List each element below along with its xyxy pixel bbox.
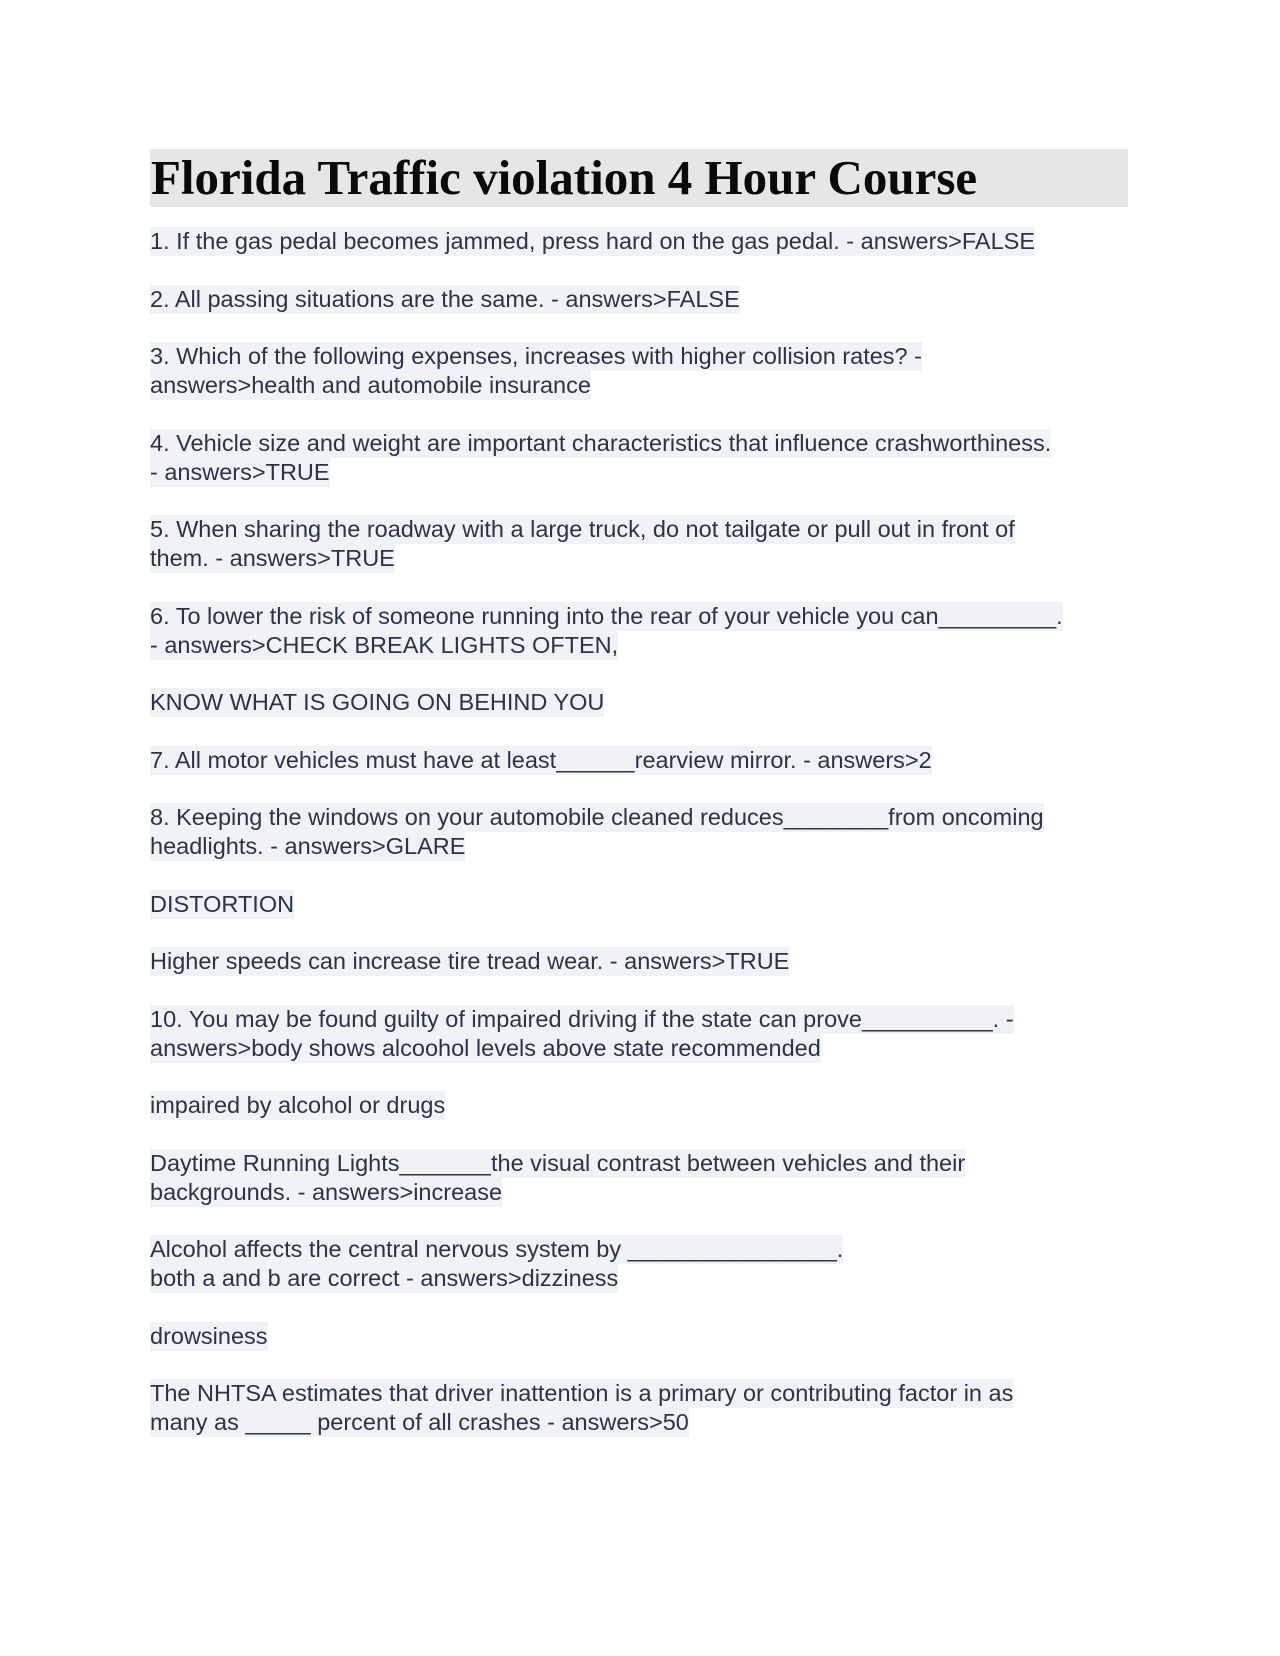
qa-item-1 xyxy=(150,227,1128,256)
qa-item-9 xyxy=(150,947,1128,976)
qa-line: 5. When sharing the roadway with a large truck, do not tailgate or pull out in front of xyxy=(150,516,1015,542)
qa-line: answers>body shows alcoohol levels above state recommended xyxy=(150,1034,821,1061)
qa-line: many as _____ percent of all crashes - answers>50 xyxy=(150,1409,689,1435)
qa-line: drowsiness xyxy=(150,1322,268,1349)
qa-line: 4. Vehicle size and weight are important characteristics that influence crashworthiness. xyxy=(150,429,1052,456)
qa-line: 2. All passing situations are the same. - answers>FALSE xyxy=(150,285,740,312)
qa-line: 10. You may be found guilty of impaired driving if the state can prove__________. - xyxy=(150,1005,1014,1032)
qa-item-2 xyxy=(150,285,1128,314)
qa-line: them. - answers>TRUE xyxy=(150,545,395,571)
qa-line: KNOW WHAT IS GOING ON BEHIND YOU xyxy=(150,689,605,715)
qa-item-12 xyxy=(150,1235,1128,1293)
qa-line: 3. Which of the following expenses, increases with higher collision rates? - xyxy=(150,343,922,369)
qa-line: Daytime Running Lights_______the visual contrast between vehicles and their xyxy=(150,1149,966,1176)
qa-line: 1. If the gas pedal becomes jammed, press hard on the gas pedal. - answers>FALSE xyxy=(150,228,1036,254)
qa-line: - answers>TRUE xyxy=(150,458,330,485)
qa-item-10-continued xyxy=(150,1091,1128,1120)
document-body xyxy=(150,149,1128,1466)
qa-line: Higher speeds can increase tire tread wear. - answers>TRUE xyxy=(150,948,790,974)
qa-line: backgrounds. - answers>increase xyxy=(150,1178,503,1205)
qa-item-11 xyxy=(150,1149,1128,1207)
qa-item-5 xyxy=(150,515,1128,573)
qa-item-6 xyxy=(150,602,1128,660)
qa-line: 6. To lower the risk of someone running into the rear of your vehicle you can_________. xyxy=(150,602,1063,629)
qa-line: headlights. - answers>GLARE xyxy=(150,833,466,859)
qa-line: 7. All motor vehicles must have at least______rearview mirror. - answers>2 xyxy=(150,746,932,773)
qa-item-3 xyxy=(150,342,1128,400)
qa-line: impaired by alcohol or drugs xyxy=(150,1092,446,1118)
qa-item-7 xyxy=(150,746,1128,775)
qa-line: answers>health and automobile insurance xyxy=(150,372,591,398)
qa-item-8 xyxy=(150,803,1128,861)
qa-list xyxy=(150,227,1128,1437)
qa-item-12-continued xyxy=(150,1322,1128,1351)
qa-line: both a and b are correct - answers>dizziness xyxy=(150,1265,619,1291)
document-title: Florida Traffic violation 4 Hour Course xyxy=(150,149,1128,207)
qa-item-8-continued xyxy=(150,890,1128,919)
qa-line: - answers>CHECK BREAK LIGHTS OFTEN, xyxy=(150,631,619,658)
qa-item-13 xyxy=(150,1379,1128,1437)
qa-line: 8. Keeping the windows on your automobile cleaned reduces________from oncoming xyxy=(150,804,1044,830)
qa-line: The NHTSA estimates that driver inattention is a primary or contributing factor in as xyxy=(150,1380,1014,1406)
qa-item-6-continued xyxy=(150,688,1128,717)
qa-item-4 xyxy=(150,429,1128,487)
qa-item-10 xyxy=(150,1005,1128,1063)
qa-line: DISTORTION xyxy=(150,890,295,917)
qa-line: Alcohol affects the central nervous system by ________________. xyxy=(150,1236,844,1262)
